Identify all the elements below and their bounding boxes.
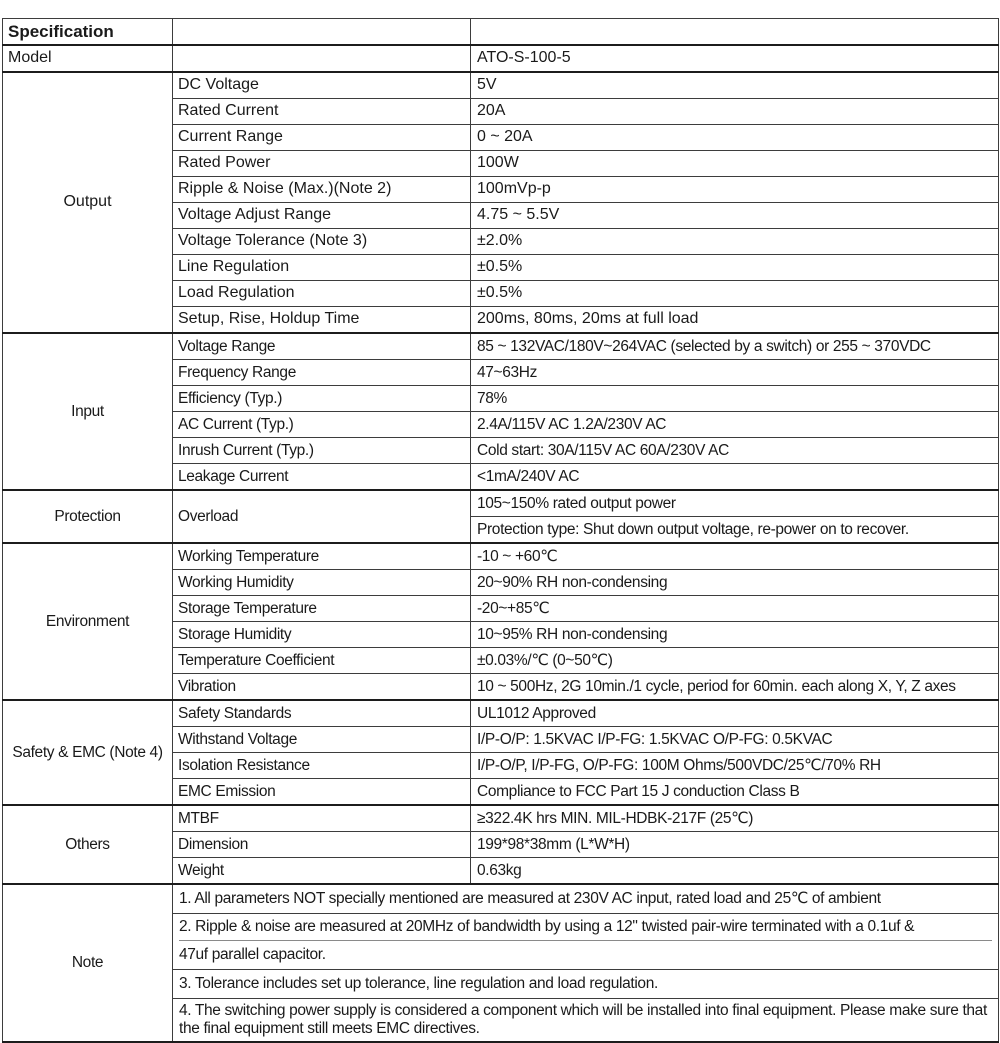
param-cell: Isolation Resistance bbox=[173, 753, 471, 779]
param-cell: Line Regulation bbox=[173, 255, 471, 281]
param-cell: Load Regulation bbox=[173, 281, 471, 307]
empty-cell bbox=[173, 45, 471, 72]
group-cell-input: Input bbox=[3, 333, 173, 490]
param-cell: Storage Temperature bbox=[173, 596, 471, 622]
value-cell: UL1012 Approved bbox=[471, 700, 999, 727]
value-cell: I/P-O/P, I/P-FG, O/P-FG: 100M Ohms/500VDC/25℃/70% RH bbox=[471, 753, 999, 779]
table-row bbox=[3, 490, 999, 517]
value-cell: 2.4A/115V AC 1.2A/230V AC bbox=[471, 412, 999, 438]
table-row bbox=[3, 700, 999, 727]
param-cell: Voltage Adjust Range bbox=[173, 203, 471, 229]
param-cell: MTBF bbox=[173, 805, 471, 832]
note-item-4: 4. The switching power supply is considered a component which will be installed into final equipment. Please make sure that the final equipment still meets EMC directives. bbox=[173, 999, 999, 1043]
param-cell: Temperature Coefficient bbox=[173, 648, 471, 674]
empty-cell bbox=[471, 19, 999, 46]
value-cell: ±0.5% bbox=[471, 281, 999, 307]
param-cell: Rated Power bbox=[173, 151, 471, 177]
value-cell: 20A bbox=[471, 99, 999, 125]
table-row-header bbox=[3, 19, 999, 46]
param-cell: DC Voltage bbox=[173, 72, 471, 99]
param-cell: Working Humidity bbox=[173, 570, 471, 596]
note-item-2-line-1: 2. Ripple & noise are measured at 20MHz of bandwidth by using a 12" twisted pair-wire terminated with a 0.1uf & bbox=[179, 915, 992, 941]
param-cell: Voltage Tolerance (Note 3) bbox=[173, 229, 471, 255]
param-cell: Working Temperature bbox=[173, 543, 471, 570]
param-cell: Weight bbox=[173, 858, 471, 885]
table-row-model bbox=[3, 45, 999, 72]
empty-cell bbox=[173, 19, 471, 46]
param-cell: Rated Current bbox=[173, 99, 471, 125]
value-cell: ≥322.4K hrs MIN. MIL-HDBK-217F (25℃) bbox=[471, 805, 999, 832]
group-cell-others: Others bbox=[3, 805, 173, 884]
group-cell-safety-emc: Safety & EMC (Note 4) bbox=[3, 700, 173, 805]
value-cell: I/P-O/P: 1.5KVAC I/P-FG: 1.5KVAC O/P-FG: 0.5KVAC bbox=[471, 727, 999, 753]
group-cell-note: Note bbox=[3, 884, 173, 1042]
value-cell: ±0.5% bbox=[471, 255, 999, 281]
table-row bbox=[3, 543, 999, 570]
table-row bbox=[3, 884, 999, 914]
value-cell: 47~63Hz bbox=[471, 360, 999, 386]
model-label: Model bbox=[3, 45, 173, 72]
param-cell: AC Current (Typ.) bbox=[173, 412, 471, 438]
value-cell: 5V bbox=[471, 72, 999, 99]
spec-table bbox=[2, 18, 999, 1043]
param-cell: Setup, Rise, Holdup Time bbox=[173, 307, 471, 334]
note-item-2 bbox=[173, 914, 999, 970]
param-cell: Inrush Current (Typ.) bbox=[173, 438, 471, 464]
value-cell: -10 ~ +60℃ bbox=[471, 543, 999, 570]
param-cell: Dimension bbox=[173, 832, 471, 858]
value-cell: 20~90% RH non-condensing bbox=[471, 570, 999, 596]
value-cell: 10 ~ 500Hz, 2G 10min./1 cycle, period for 60min. each along X, Y, Z axes bbox=[471, 674, 999, 701]
table-row bbox=[3, 333, 999, 360]
value-cell: 200ms, 80ms, 20ms at full load bbox=[471, 307, 999, 334]
model-value: ATO-S-100-5 bbox=[471, 45, 999, 72]
value-cell: 0.63kg bbox=[471, 858, 999, 885]
param-cell: Leakage Current bbox=[173, 464, 471, 491]
param-cell: Storage Humidity bbox=[173, 622, 471, 648]
value-cell: ±0.03%/℃ (0~50℃) bbox=[471, 648, 999, 674]
param-cell: Withstand Voltage bbox=[173, 727, 471, 753]
value-cell: -20~+85℃ bbox=[471, 596, 999, 622]
param-cell: Current Range bbox=[173, 125, 471, 151]
param-cell: Ripple & Noise (Max.)(Note 2) bbox=[173, 177, 471, 203]
note-item-2-line-2: 47uf parallel capacitor. bbox=[179, 945, 326, 963]
group-cell-output: Output bbox=[3, 72, 173, 333]
value-cell: <1mA/240V AC bbox=[471, 464, 999, 491]
value-cell: 78% bbox=[471, 386, 999, 412]
param-cell: Voltage Range bbox=[173, 333, 471, 360]
param-cell-overload: Overload bbox=[173, 490, 471, 543]
group-cell-protection: Protection bbox=[3, 490, 173, 543]
value-cell: ±2.0% bbox=[471, 229, 999, 255]
value-cell: Cold start: 30A/115V AC 60A/230V AC bbox=[471, 438, 999, 464]
value-cell: 85 ~ 132VAC/180V~264VAC (selected by a switch) or 255 ~ 370VDC bbox=[471, 333, 999, 360]
note-item-1: 1. All parameters NOT specially mentioned are measured at 230V AC input, rated load and 25℃ of ambient bbox=[173, 884, 999, 914]
param-cell: EMC Emission bbox=[173, 779, 471, 806]
table-row bbox=[3, 805, 999, 832]
value-cell: 105~150% rated output power bbox=[471, 490, 999, 517]
value-cell: Protection type: Shut down output voltage, re-power on to recover. bbox=[471, 517, 999, 544]
table-row bbox=[3, 72, 999, 99]
param-cell: Efficiency (Typ.) bbox=[173, 386, 471, 412]
value-cell: 100W bbox=[471, 151, 999, 177]
param-cell: Vibration bbox=[173, 674, 471, 701]
value-cell: 199*98*38mm (L*W*H) bbox=[471, 832, 999, 858]
param-cell: Frequency Range bbox=[173, 360, 471, 386]
value-cell: 100mVp-p bbox=[471, 177, 999, 203]
value-cell: 0 ~ 20A bbox=[471, 125, 999, 151]
value-cell: 10~95% RH non-condensing bbox=[471, 622, 999, 648]
spec-title: Specification bbox=[3, 19, 173, 46]
value-cell: 4.75 ~ 5.5V bbox=[471, 203, 999, 229]
note-item-3: 3. Tolerance includes set up tolerance, line regulation and load regulation. bbox=[173, 970, 999, 999]
value-cell: Compliance to FCC Part 15 J conduction Class B bbox=[471, 779, 999, 806]
param-cell: Safety Standards bbox=[173, 700, 471, 727]
group-cell-environment: Environment bbox=[3, 543, 173, 700]
